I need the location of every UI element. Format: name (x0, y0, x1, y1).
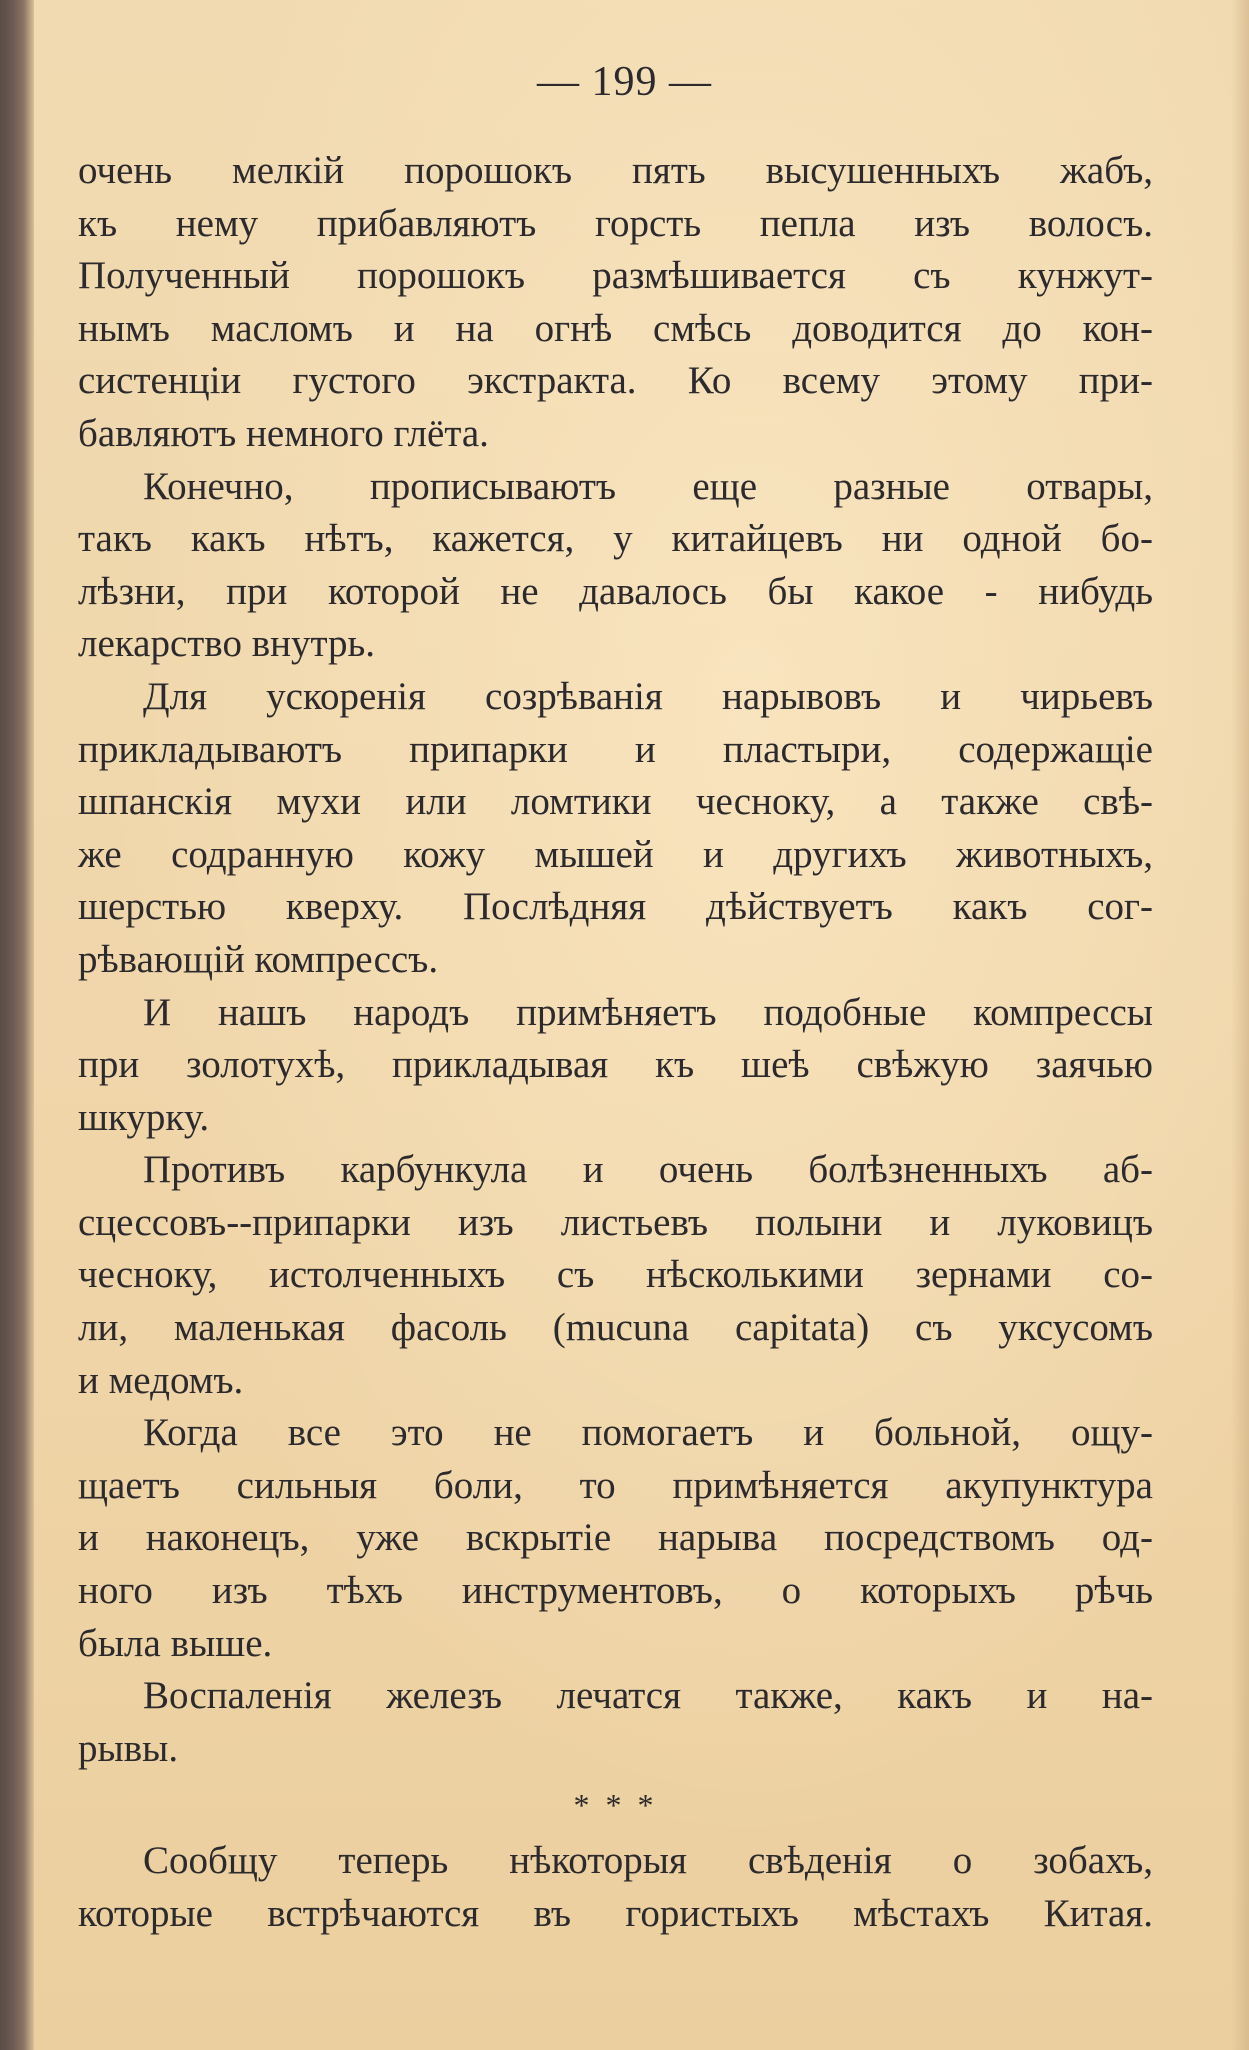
text-line: шпанскія мухи или ломтики чесноку, а также свѣ- (78, 780, 1153, 824)
book-binding-edge (0, 0, 34, 2050)
text-line: ли, маленькая фасоль (mucuna capitata) съ уксусомъ (78, 1306, 1153, 1350)
text-line: шкурку. (78, 1095, 210, 1139)
text-line: щаетъ сильныя боли, то примѣняется акупунктура (78, 1463, 1153, 1507)
text-line: ного изъ тѣхъ инструментовъ, о которыхъ рѣчь (78, 1569, 1153, 1613)
text-line: шерстью кверху. Послѣдняя дѣйствуетъ какъ сог- (78, 885, 1153, 929)
paragraph-first-line: И нашъ народъ примѣняетъ подобные компрессы (143, 990, 1153, 1034)
paragraph-first-line: Противъ карбункула и очень болѣзненныхъ аб- (143, 1148, 1153, 1192)
text-line: лекарство внутрь. (78, 622, 376, 666)
text-line: чесноку, истолченныхъ съ нѣсколькими зернами со- (78, 1253, 1153, 1297)
text-line: рѣвающій компрессъ. (78, 937, 439, 981)
paragraph-first-line: Конечно, прописываютъ еще разные отвары, (143, 464, 1153, 508)
text-line: къ нему прибавляютъ горсть пепла изъ волосъ. (78, 201, 1153, 245)
paragraph-first-line: Воспаленія железъ лечатся также, какъ и на- (143, 1674, 1153, 1718)
asterism: * * * (573, 1787, 658, 1824)
text-line: такъ какъ нѣтъ, кажется, у китайцевъ ни одной бо- (78, 517, 1153, 561)
text-line: лѣзни, при которой не давалось бы какое - нибудь (78, 569, 1153, 613)
text-line: сцессовъ--припарки изъ листьевъ полыни и луковицъ (78, 1200, 1153, 1244)
text-line: же содранную кожу мышей и другихъ животныхъ, (78, 832, 1153, 876)
text-line: Полученный порошокъ размѣшивается съ кунжут- (78, 254, 1153, 298)
paragraph-first-line: Сообщу теперь нѣкоторыя свѣденія о зобахъ, (143, 1839, 1153, 1883)
text-column (78, 145, 1153, 1941)
text-line: и наконецъ, уже вскрытіе нарыва посредствомъ од- (78, 1516, 1153, 1560)
text-line: при золотухѣ, прикладывая къ шеѣ свѣжую заячью (78, 1043, 1153, 1087)
text-line: систенціи густого экстракта. Ко всему этому при- (78, 359, 1153, 403)
paragraph-first-line: Когда все это не помогаетъ и больной, ощу- (143, 1411, 1153, 1455)
text-line: которые встрѣчаются въ гористыхъ мѣстахъ Китая. (78, 1892, 1153, 1935)
text-line: очень мелкій порошокъ пять высушенныхъ жабъ, (78, 149, 1153, 192)
page-number: — 199 — (537, 59, 712, 105)
text-line: и медомъ. (78, 1358, 244, 1402)
text-line: нымъ масломъ и на огнѣ смѣсь доводится до кон- (78, 306, 1153, 350)
page-edge-shadow (1231, 0, 1249, 2050)
text-line: рывы. (78, 1726, 179, 1770)
text-line: бавляютъ немного глёта. (78, 411, 489, 455)
text-line: была выше. (78, 1621, 273, 1665)
text-line: прикладываютъ припарки и пластыри, содержащіе (78, 727, 1153, 771)
paragraph-first-line: Для ускоренія созрѣванія нарывовъ и чирьевъ (143, 674, 1153, 718)
section-separator (78, 1775, 1153, 1835)
